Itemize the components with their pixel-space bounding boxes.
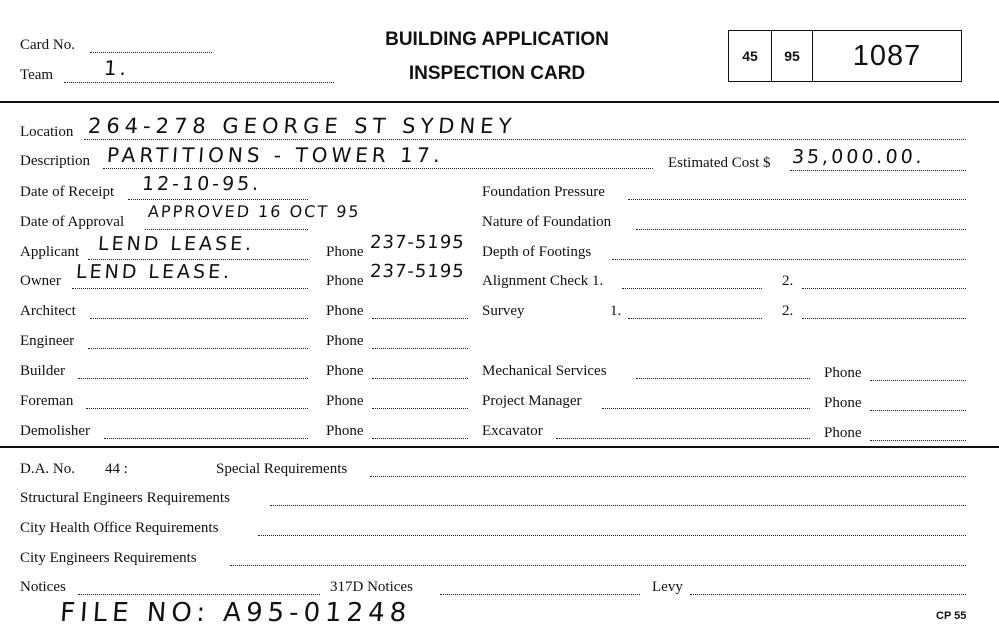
foreman-label: Foreman <box>20 393 74 409</box>
foreman-phone-field[interactable] <box>372 408 468 409</box>
requirements-divider <box>0 446 999 448</box>
date-receipt-field[interactable] <box>128 199 308 200</box>
location-value: 264-278 GEORGE ST SYDNEY <box>87 114 518 138</box>
nature-foundation-field[interactable] <box>636 229 966 230</box>
excavator-label: Excavator <box>482 423 543 439</box>
depth-footings-field[interactable] <box>612 259 966 260</box>
owner-label: Owner <box>20 273 61 289</box>
applicant-phone-label: Phone <box>326 244 364 260</box>
applicant-label: Applicant <box>20 244 80 260</box>
mechanical-services-field[interactable] <box>636 378 810 379</box>
engineer-field[interactable] <box>88 348 308 349</box>
date-approval-value: APPROVED 16 OCT 95 <box>147 202 362 221</box>
date-approval-label: Date of Approval <box>20 214 125 230</box>
demolisher-field[interactable] <box>104 438 308 439</box>
city-engineers-requirements-field[interactable] <box>230 565 966 566</box>
header-divider <box>0 101 999 103</box>
estimated-cost-label: Estimated Cost $ <box>668 155 771 171</box>
health-requirements-label: City Health Office Requirements <box>20 520 219 536</box>
estimated-cost-field[interactable] <box>790 170 966 171</box>
survey-2-field[interactable] <box>802 318 966 319</box>
location-field[interactable] <box>84 139 966 140</box>
builder-phone-field[interactable] <box>372 378 468 379</box>
owner-value: LEND LEASE. <box>75 261 233 283</box>
structural-requirements-field[interactable] <box>270 505 966 506</box>
project-manager-phone-field[interactable] <box>870 410 966 411</box>
card-no-label: Card No. <box>20 37 75 53</box>
description-label: Description <box>20 153 90 169</box>
alignment-check-1-field[interactable] <box>622 288 762 289</box>
special-requirements-label: Special Requirements <box>216 461 348 477</box>
project-manager-phone-label: Phone <box>824 395 862 411</box>
date-approval-field[interactable] <box>145 229 308 230</box>
excavator-field[interactable] <box>556 438 810 439</box>
project-manager-field[interactable] <box>602 408 810 409</box>
alignment-2-label: 2. <box>782 273 794 289</box>
excavator-phone-label: Phone <box>824 425 862 441</box>
levy-label: Levy <box>652 579 683 595</box>
card-number-box <box>728 30 962 82</box>
box-code-2: 95 <box>772 31 813 81</box>
nature-foundation-label: Nature of Foundation <box>482 214 612 230</box>
architect-phone-label: Phone <box>326 303 364 319</box>
demolisher-phone-label: Phone <box>326 423 364 439</box>
demolisher-phone-field[interactable] <box>372 438 468 439</box>
structural-requirements-label: Structural Engineers Requirements <box>20 490 230 506</box>
health-requirements-field[interactable] <box>258 535 966 536</box>
survey-1-field[interactable] <box>628 318 762 319</box>
estimated-cost-value: 35,000.00. <box>791 146 926 168</box>
description-value: PARTITIONS - TOWER 17. <box>106 143 445 167</box>
notices-317d-field[interactable] <box>440 594 640 595</box>
builder-phone-label: Phone <box>326 363 364 379</box>
depth-footings-label: Depth of Footings <box>482 244 592 260</box>
team-label: Team <box>20 67 54 83</box>
applicant-value: LEND LEASE. <box>97 233 255 255</box>
foreman-field[interactable] <box>86 408 308 409</box>
excavator-phone-field[interactable] <box>870 440 966 441</box>
applicant-field[interactable] <box>88 259 308 260</box>
team-value: 1. <box>103 56 130 80</box>
builder-label: Builder <box>20 363 65 379</box>
builder-field[interactable] <box>78 378 308 379</box>
mechanical-services-label: Mechanical Services <box>482 363 607 379</box>
title-line1: BUILDING APPLICATION <box>385 29 609 50</box>
city-engineers-requirements-label: City Engineers Requirements <box>20 550 197 566</box>
foundation-pressure-field[interactable] <box>628 199 966 200</box>
engineer-phone-label: Phone <box>326 333 364 349</box>
survey-2-label: 2. <box>782 303 794 319</box>
mechanical-phone-field[interactable] <box>870 380 966 381</box>
special-requirements-field[interactable] <box>370 476 966 477</box>
survey-label: Survey <box>482 303 525 319</box>
date-receipt-value: 12-10-95. <box>141 173 263 195</box>
survey-1-label: 1. <box>610 303 622 319</box>
project-manager-label: Project Manager <box>482 393 582 409</box>
architect-label: Architect <box>20 303 76 319</box>
box-code-1: 45 <box>729 31 772 81</box>
notices-field[interactable] <box>78 594 320 595</box>
notices-label: Notices <box>20 579 66 595</box>
team-field[interactable] <box>64 82 334 83</box>
alignment-check-label: Alignment Check 1. <box>482 273 604 289</box>
engineer-label: Engineer <box>20 333 75 349</box>
location-label: Location <box>20 124 74 140</box>
card-number: 1087 <box>852 39 922 72</box>
owner-phone-value: 237-5195 <box>369 261 466 282</box>
notices-317d-label: 317D Notices <box>330 579 413 595</box>
card-no-field[interactable] <box>90 52 212 53</box>
demolisher-label: Demolisher <box>20 423 90 439</box>
alignment-check-2-field[interactable] <box>802 288 966 289</box>
owner-phone-label: Phone <box>326 273 364 289</box>
foundation-pressure-label: Foundation Pressure <box>482 184 605 200</box>
architect-phone-field[interactable] <box>372 318 468 319</box>
file-number: FILE NO: A95-01248 <box>58 598 413 628</box>
date-receipt-label: Date of Receipt <box>20 184 115 200</box>
foreman-phone-label: Phone <box>326 393 364 409</box>
engineer-phone-field[interactable] <box>372 348 468 349</box>
architect-field[interactable] <box>90 318 308 319</box>
form-code: CP 55 <box>936 610 967 622</box>
levy-field[interactable] <box>690 594 966 595</box>
description-field[interactable] <box>103 168 653 169</box>
applicant-phone-value: 237-5195 <box>369 232 466 253</box>
title-line2: INSPECTION CARD <box>408 63 586 84</box>
mechanical-phone-label: Phone <box>824 365 862 381</box>
da-no-label: D.A. No. <box>20 461 75 477</box>
da-no-value: 44 : <box>105 461 128 477</box>
owner-field[interactable] <box>72 288 308 289</box>
